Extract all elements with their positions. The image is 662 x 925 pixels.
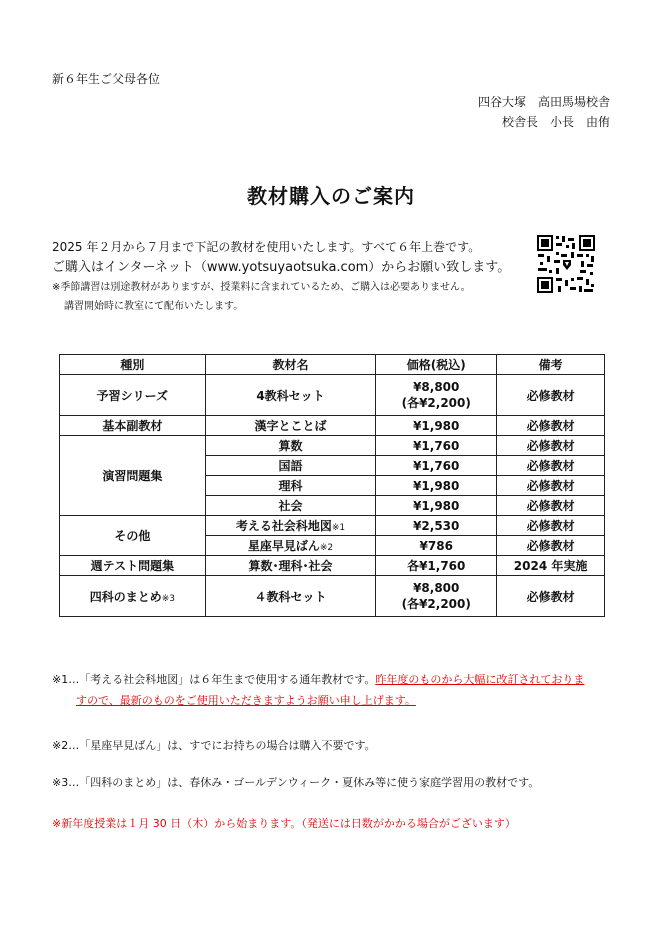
principal-name: 校舎長 小長 由侑: [501, 115, 610, 129]
footnote-1-continued: すので、最新のものをご使用いただきますようお願い申し上げます。: [76, 694, 416, 707]
intro-note-2: 講習開始時に教室にて配布いたします。: [64, 301, 244, 312]
category-cell: その他: [60, 516, 206, 556]
note-cell: 必修教材: [497, 516, 605, 536]
note-cell: 必修教材: [497, 576, 605, 617]
price-cell: ¥1,980: [376, 496, 497, 516]
material-cell: 国語: [205, 456, 376, 476]
price-cell: ¥786: [376, 536, 497, 556]
category-cell: 基本副教材: [60, 416, 206, 436]
intro-line-1: 2025 年２月から７月まで下記の教材を使用いたします。すべて６年上巻です。: [52, 240, 481, 254]
material-cell: [205, 536, 376, 556]
col-header-price: 価格(税込): [376, 355, 497, 375]
note-cell: 必修教材: [497, 536, 605, 556]
price-cell: 各¥1,760: [376, 556, 497, 576]
start-date-notice: ※新年度授業は１月 30 日（木）から始まります。（発送には日数がかかる場合がございます）: [52, 817, 516, 830]
note-cell: 必修教材: [497, 456, 605, 476]
col-header-category: 種別: [60, 355, 206, 375]
material-cell: ４教科セット: [205, 576, 376, 617]
material-name: 星座早見ばん: [247, 539, 320, 553]
category-cell: 週テスト問題集: [60, 556, 206, 576]
footnote-2: ※2…「星座早見ばん」は、すでにお持ちの場合は購入不要です。: [52, 739, 376, 752]
price-main: ¥8,800: [413, 379, 460, 394]
material-name: 考える社会科地図: [235, 519, 332, 533]
category-name: 四科のまとめ: [89, 589, 162, 604]
footnote-mark: ※1: [331, 523, 346, 533]
footnote-1: [52, 671, 584, 687]
table-row: [60, 436, 605, 456]
footnote-1-emphasis: 昨年度のものから大幅に改訂されておりま: [375, 673, 585, 686]
footnote-mark: ※2: [319, 543, 334, 553]
price-sub: (各¥2,200): [401, 596, 471, 611]
footnote-mark: ※3: [161, 593, 175, 604]
note-cell: 必修教材: [497, 416, 605, 436]
table-row: [60, 576, 605, 617]
intro-note-1: ※季節講習は別途教材がありますが、授業料に含まれているため、ご購入は必要ありません。: [52, 282, 471, 293]
note-cell: 必修教材: [497, 436, 605, 456]
category-cell: [60, 576, 206, 617]
price-main: ¥8,800: [413, 580, 460, 595]
table-row: [60, 556, 605, 576]
price-cell: ¥1,980: [376, 476, 497, 496]
note-cell: 必修教材: [497, 496, 605, 516]
price-cell: ¥1,760: [376, 456, 497, 476]
note-cell: 必修教材: [497, 476, 605, 496]
material-cell: 算数: [205, 436, 376, 456]
table-row: [60, 416, 605, 436]
table-row: [60, 516, 605, 536]
qr-code-icon[interactable]: [536, 234, 596, 294]
material-cell: 4教科セット: [205, 375, 376, 416]
price-cell: ¥2,530: [376, 516, 497, 536]
school-name: 四谷大塚 高田馬場校舎: [477, 95, 610, 109]
note-cell: 2024 年実施: [497, 556, 605, 576]
note-cell: 必修教材: [497, 375, 605, 416]
addressee: 新６年生ご父母各位: [52, 72, 161, 86]
price-cell: [376, 375, 497, 416]
price-cell: ¥1,980: [376, 416, 497, 436]
table-header-row: [60, 355, 605, 375]
category-cell: 演習問題集: [60, 436, 206, 516]
material-cell: [205, 516, 376, 536]
intro-line-2: ご購入はインターネット（www.yotsuyaotsuka.com）からお願い致します。: [52, 260, 511, 275]
price-cell: [376, 576, 497, 617]
category-cell: 予習シリーズ: [60, 375, 206, 416]
col-header-material: 教材名: [205, 355, 376, 375]
page-title: 教材購入のご案内: [247, 184, 415, 208]
price-sub: (各¥2,200): [401, 395, 471, 410]
footnote-3: ※3…「四科のまとめ」は、春休み・ゴールデンウィーク・夏休み等に使う家庭学習用の教材です。: [52, 776, 540, 789]
material-cell: 漢字とことば: [205, 416, 376, 436]
material-cell: 理科: [205, 476, 376, 496]
price-cell: ¥1,760: [376, 436, 497, 456]
material-cell: 社会: [205, 496, 376, 516]
footnote-1-text: ※1…「考える社会科地図」は６年生まで使用する通年教材です。: [52, 673, 376, 686]
table-row: [60, 375, 605, 416]
col-header-note: 備考: [497, 355, 605, 375]
material-cell: 算数･理科･社会: [205, 556, 376, 576]
materials-table: [59, 354, 605, 617]
